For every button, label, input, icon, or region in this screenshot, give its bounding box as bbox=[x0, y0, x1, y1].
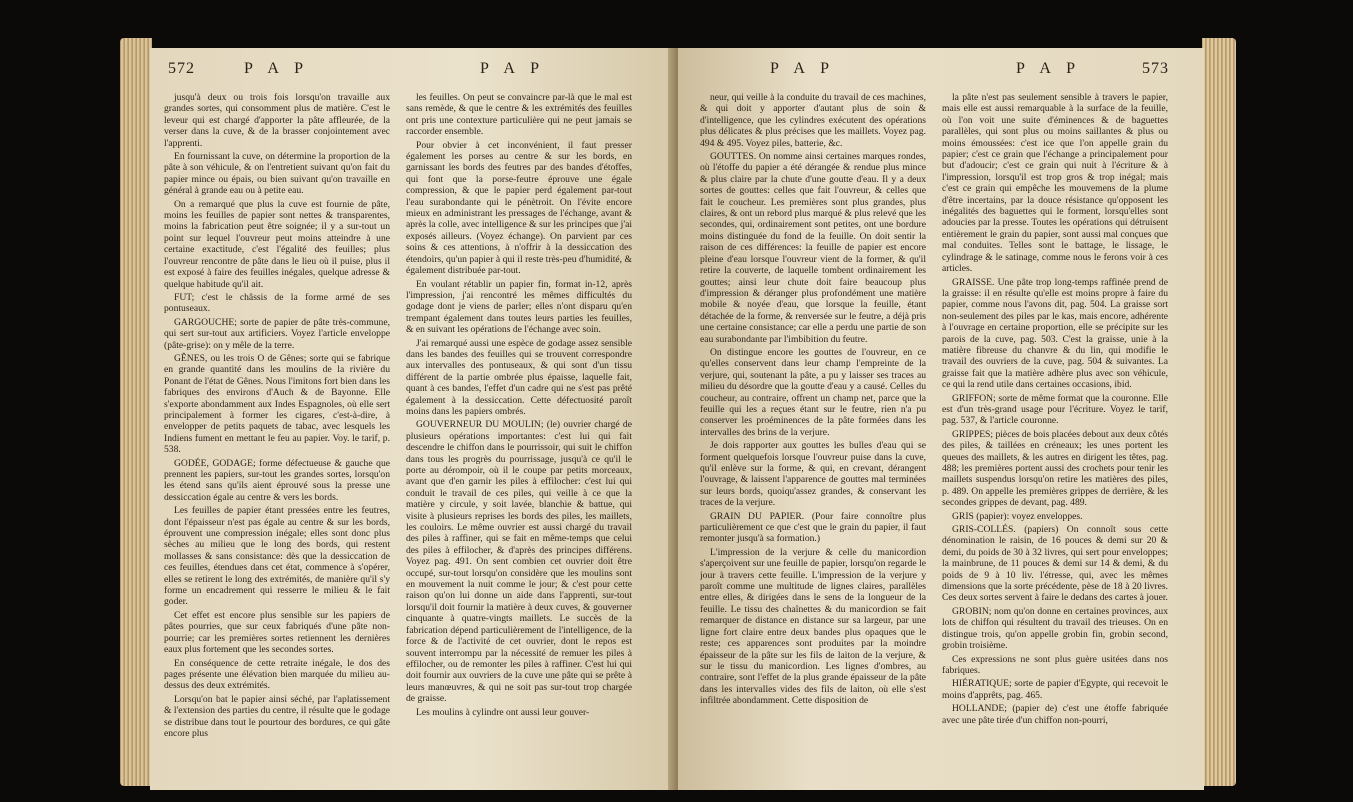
paragraph: GRAISSE. Une pâte trop long-temps raffinée prend de la graisse: il en résulte qu'elle est moins propre à faire du papier, comme nous l'avons dit, pag. 504. La graisse sort non-seulement des piles par le kas, mais encore, adhérente à l'ouvrage en certaine proportion, elle se précipite sur les parois de la cuve, pag. 503. C'est la graisse, unie à la matière fibreuse du chanvre & du lin, qui modifie le travail des ouvriers de la cuve, pag. 504 & suivantes. La graisse fait que la matière adhère plus avec son véhicule, ce qui la rend utile dans certaines occasions, ibid. bbox=[942, 276, 1168, 391]
paragraph: GROBIN; nom qu'on donne en certaines provinces, aux lots de chiffon qui résultent du travail des trieuses. On en distingue trois, qu'on appelle grobin fin, grobin second, grobin troisième. bbox=[942, 605, 1168, 652]
running-head: P A P bbox=[480, 60, 545, 77]
paragraph: GÊNES, ou les trois O de Gênes; sorte qui se fabrique en grande quantité dans les moulins de la rivière du Ponant de l'état de Gênes. Nous l'imitons fort bien dans les fabriques des environs d'Auch & de Bayonne. Elle s'exporte abondamment aux Indes Espagnoles, où elle sert principalement à former les cigares, c'est-à-dire, à envelopper de petits paquets de tabac, avec lesquels les Indiens fument en mettant le feu au papier. Voy. le tarif, p. 538. bbox=[164, 352, 390, 456]
paragraph: neur, qui veille à la conduite du travail de ces machines, & qui doit y apporter d'autant plus de soin & d'intelligence, que les cylindres exécutent des opérations plus délicates & plus précises que les maillets. Voyez pag. 494 & 495. Voyez piles, batterie, &c. bbox=[700, 92, 926, 149]
paragraph: HIÉRATIQUE; sorte de papier d'Egypte, qui recevoit le moins d'apprêts, pag. 465. bbox=[942, 678, 1168, 701]
page-number: 572 bbox=[168, 60, 195, 77]
paragraph: la pâte n'est pas seulement sensible à travers le papier, mais elle est aussi remarquable à la surface de la feuille, où l'on voit une suite d'éminences & de baguettes parallèles, qui sont plus ou moins saillantes & plus ou moins émoussées: c'est ice que l'on appelle grain du papier; c'est ce grain que l'échange a principalement pour but d'adoucir; c'est ce grain qui nuit à l'écriture & à l'impression, lorsqu'il est trop gros & trop inégal; mais c'est ce grain qui empêche les mouvemens de la plume d'être incertains, par la douce résistance qu'opposent les inégalités des baguettes qui le forment, lorsqu'elles sont adoucies par la presse. Toutes les opérations qui détruisent entièrement le grain du papier, sont aussi mal conçues que mal conduites. Telles sont le battage, le lissage, le cylindrage & le satinage, comme nous le ferons voir à ces articles. bbox=[942, 92, 1168, 275]
text-column bbox=[700, 92, 926, 782]
paragraph: GODÉE, GODAGE; forme défectueuse & gauche que prennent les papiers, sur-tout les grandes sortes, lorsqu'on les étend sans qu'ils aient éprouvé sous la presse une dessiccation égale au centre & vers les bords. bbox=[164, 457, 390, 503]
left-page-header bbox=[150, 60, 680, 82]
left-page-edges bbox=[120, 38, 152, 786]
paragraph: Les feuilles de papier étant pressées entre les feutres, dont l'épaisseur n'est pas égale au centre & sur les bords, éprouvent une compression inégale; elles sont donc plus sèches au milieu que le long des bords, qui restent mollasses & sans consistance: dès que la dessiccation de ces feuilles, étendues dans cet état, commence à s'opérer, elles se retirent le long des extrémités, de manière qu'il s'y forme un encadrement qui resserre le milieu & le fait goder. bbox=[164, 505, 390, 608]
left-page bbox=[150, 48, 680, 790]
right-page-header bbox=[678, 60, 1204, 82]
paragraph: jusqu'à deux ou trois fois lorsqu'on travaille aux grandes sortes, qui consomment plus de matière. C'est le leveur qui est chargé d'apporter la pâte affleurée, de la verser dans la cuve, & de la brasser conjointement avec l'apprenti. bbox=[164, 92, 390, 149]
paragraph: GARGOUCHE; sorte de papier de pâte très-commune, qui sert sur-tout aux artificiers. Voyez l'article enveloppe (pâte-grise): on y mêle de la terre. bbox=[164, 316, 390, 351]
paragraph: Je dois rapporter aux gouttes les bulles d'eau qui se forment quelquefois lorsque l'ouvreur puise dans la cuve, qu'il enlève sur la forme, & qui, en crevant, dérangent l'ouvrage, & laissent l'apparence de gouttes mal terminées sur leurs bords, quoiqu'assez grandes, & conservant les traces de la verjure. bbox=[700, 440, 926, 509]
paragraph: Les moulins à cylindre ont aussi leur gouver- bbox=[416, 706, 590, 718]
paragraph: On distingue encore les gouttes de l'ouvreur, en ce qu'elles conservent dans leur champ l'empreinte de la verjure, qui, soutenant la pâte, a pu y laisser ses traces au milieu du désordre que la goutte d'eau y a causé. Celles du coucheur, au contraire, offrent un champ net, parce que la feuille qui les a reçues étant sur le feutre, rien n'a pu conserver les proéminences de la pâte formées dans les intervalles des brins de la verjure. bbox=[700, 346, 926, 438]
paragraph: En conséquence de cette retraite inégale, le dos des pages présente une élévation bien marquée du milieu au-dessus des deux extrémités. bbox=[164, 657, 390, 692]
right-page bbox=[678, 48, 1204, 790]
paragraph: FUT; c'est le châssis de la forme armé de ses pontuseaux. bbox=[164, 291, 390, 315]
paragraph: Pour obvier à cet inconvénient, il faut presser également les porses au centre & sur les bords, en garnissant les bords des feutres par des bandes d'étoffes, qui font que la porse-feutre éprouve une égale compression, & que le papier perd également par-tout l'eau surabondante qui le pénètroit. On l'évite encore mieux en administrant les pressages de l'échange, avant & après la colle, avec intelligence & sur les principes que j'ai exposés ailleurs. (Voyez échange). On parvient par ces soins & ces attentions, à n'offrir à la dessiccation des étendoirs, qu'un papier à qui il reste très-peu d'humidité, & également distribuée par-tout. bbox=[406, 139, 632, 277]
paragraph: Lorsqu'on bat le papier ainsi séché, par l'aplatissement & l'extension des parties du centre, il résulte que le godage se distribue dans tout le pourtour des bordures, ce qui gâte encore plus bbox=[164, 693, 390, 739]
paragraph: En fournissant la cuve, on détermine la proportion de la pâte à son véhicule, & on l'entretient suivant qu'on fait du papier mince ou épais, ou bien suivant qu'on travaille en général à grande eau ou à petite eau. bbox=[164, 151, 390, 197]
paragraph: On a remarqué que plus la cuve est fournie de pâte, moins les feuilles de papier sont nettes & transparentes, moins la fabrication peut être soignée; il y a sur-tout un point sur lequel l'ouvreur peut moins atteindre à une certaine exactitude, c'est l'égalité des feuilles; plus l'ouvreur rencontre de pâte dans le lieu où il puise, plus il est exposé à faire des feuilles inégales, quelque adresse & quelque habitude qu'il ait. bbox=[164, 198, 390, 290]
right-page-edges bbox=[1202, 38, 1236, 786]
paragraph: GRIPPES; pièces de bois placées debout aux deux côtés des piles, & taillées en créneaux; les unes portent les queues des maillets, & les autres en dirigent les têtes, pag. 488; les premières portent aussi des crochets pour tenir les maillets suspendus lorsqu'on retire les matières des piles, p. 489. On appelle les premières grippes de derrière, & les secondes grippes de devant, pag. 489. bbox=[942, 428, 1168, 509]
paragraph: Ces expressions ne sont plus guère usitées dans nos fabriques. bbox=[942, 653, 1168, 676]
text-column bbox=[164, 92, 390, 782]
paragraph: L'impression de la verjure & celle du manicordion s'aperçoivent sur une feuille de papier, lorsqu'on regarde le jour à travers cette feuille. L'impression de la verjure y paroît comme une multitude de lignes claires, parallèles entre elles, & dirigées dans le sens de la longueur de la feuille. Le tissu des chaînettes & du manicordion se fait remarquer de distance en distance sur sa largeur, par une ligne fort claire entre deux bandes plus opaques que le reste; ces apparences sont produites par la moindre épaisseur de la pâte sur les fils de laiton de la verjure, & sur le tissu du manicordion. Les lignes d'ombres, au contraire, sont l'effet de la plus grande épaisseur de la pâte dans les intervalles vides des fils de laiton, où elle s'est infiltrée abondamment. Cette disposition de bbox=[700, 546, 926, 707]
paragraph: GRIS (papier): voyez enveloppes. bbox=[952, 510, 1083, 522]
paragraph: En voulant rétablir un papier fin, format in-12, après l'impression, j'ai rencontré les mêmes difficultés du godage dont je viens de parler; elles n'ont disparu qu'en trempant également dans toutes leurs parties les feuilles, & en suivant les opérations de l'échange avec soin. bbox=[406, 278, 632, 336]
paragraph: GRAIN DU PAPIER. (Pour faire connoître plus particulièrement ce que c'est que le grain du papier, il faut remonter jusqu'à sa formation.) bbox=[700, 510, 926, 545]
running-head: P A P bbox=[244, 60, 309, 77]
text-column bbox=[406, 92, 632, 782]
paragraph: GRIFFON; sorte de même format que la couronne. Elle est d'un très-grand usage pour l'écriture. Voyez le tarif, pag. 537, & l'article couronne. bbox=[942, 392, 1168, 427]
paragraph: GOUVERNEUR DU MOULIN; (le) ouvrier chargé de plusieurs opérations importantes: c'est lui qui fait descendre le chiffon dans le pourrissoir, qui suit le chiffon dans tous les progrès du pourrissage, jusqu'à ce qu'il le porte au dérompoir, où il le coupe par petits morceaux, avant que d'en garnir les piles à effilocher: c'est lui qui conduit le travail de ces piles, qui veille à ce que la matière y circule, y soit lavée, blanchie & battue, qui visite à plusieurs reprises les bords des piles, les maillets, les couloirs. Le même ouvrier est aussi chargé du travail des piles à raffiner, qui se fait en même-temps que celui des piles à effilocher, & d'après des principes différens. Voyez pag. 491. On sent combien cet ouvrier doit être occupé, sur-tout lorsqu'on considère que les moulins sont en mouvement la nuit comme le jour; & c'est pour cette raison qu'on lui donne un aide dans l'apprenti, sur-tout lorsqu'il doit fournir la matière à deux cuves, & gouverner cinquante à quatre-vingts maillets. Le succès de la fabrication dépend particulièrement de l'intelligence, de la force & de l'activité de cet ouvrier, dont le repos est souvent interrompu par la nécessité de remuer les piles à effilocher, ou de remonter les piles à raffiner. C'est lui qui doit fournir aux ouvriers de la cuve une pâte qui se prête à leurs manœuvres, & qui ne soit pas sur-tout trop chargée de graisse. bbox=[406, 419, 632, 705]
running-head: P A P bbox=[770, 60, 835, 77]
open-book bbox=[120, 18, 1236, 794]
paragraph: GOUTTES. On nomme ainsi certaines marques rondes, où l'étoffe du papier a été dérangée & rendue plus mince & plus claire par la chute d'une goutte d'eau. Il y a deux sortes de gouttes: celles que fait l'ouvreur, & celles que fait le coucheur. Les premières sont plus grandes, plus claires, & ont un rebord plus marqué & plus relevé que les secondes, qui, ordinairement sont petites, ont une bordure moins distinguée du fond de la feuille. On doit sentir la raison de ces différences: la feuille de papier est encore pleine d'eau lorsque l'ouvreur vient de la former, & qu'il retire la couverte, de laquelle tombent ordinairement les gouttes; ainsi leur chute doit faire beaucoup plus d'impression & déranger plus profondément une matière mobile & noyée d'eau, que lorsque la feuille, étant détachée de la forme, & renversée sur le feutre, a déjà pris une certaine consistance; car elle a perdu une partie de son eau surabondante par l'imbibition du feutre. bbox=[700, 151, 926, 345]
running-head: P A P bbox=[1016, 60, 1081, 77]
paragraph: J'ai remarqué aussi une espèce de godage assez sensible dans les bandes des feuilles qui se trouvent correspondre aux intervalles des pontuseaux, & qui sont d'un tissu différent de la partie ombrée plus épaisse, laquelle fait, quant à ces bandes, l'effet d'un cadre qui ne s'est pas prêté également à la dessiccation. Cette défectuosité paroît moins dans les papiers ombrés. bbox=[406, 337, 632, 417]
paragraph: les feuilles. On peut se convaincre par-là que le mal est sans remède, & que le centre & les extrémités des feuilles ont pris une contexture particulière qui ne peut jamais se raccorder ensemble. bbox=[406, 92, 632, 138]
paragraph: GRIS-COLLÉS. (papiers) On connoît sous cette dénomination le raisin, de 16 pouces & demi sur 20 & demi, du poids de 30 à 32 livres, qui sert pour enveloppes; la mainbrune, de 11 pouces & demi sur 14 & demi, & du poids de 9 à 10 liv. l'étresse, qui, avec les mêmes dimensions que la sorte précédente, pèse de 18 à 20 livres. Ces deux sortes servent à faire le dedans des cartes à jouer. bbox=[942, 524, 1168, 604]
page-number: 573 bbox=[1142, 60, 1169, 77]
paragraph: HOLLANDE; (papier de) c'est une étoffe fabriquée avec une pâte tirée d'un chiffon non-pourri, bbox=[942, 703, 1168, 726]
paragraph: Cet effet est encore plus sensible sur les papiers de pâtes pourries, que sur ceux fabriqués d'une pâte non-pourrie; car les premières sortes retiennent les dernières eaux plus fortement que les secondes sortes. bbox=[164, 609, 390, 656]
text-column bbox=[942, 92, 1168, 782]
